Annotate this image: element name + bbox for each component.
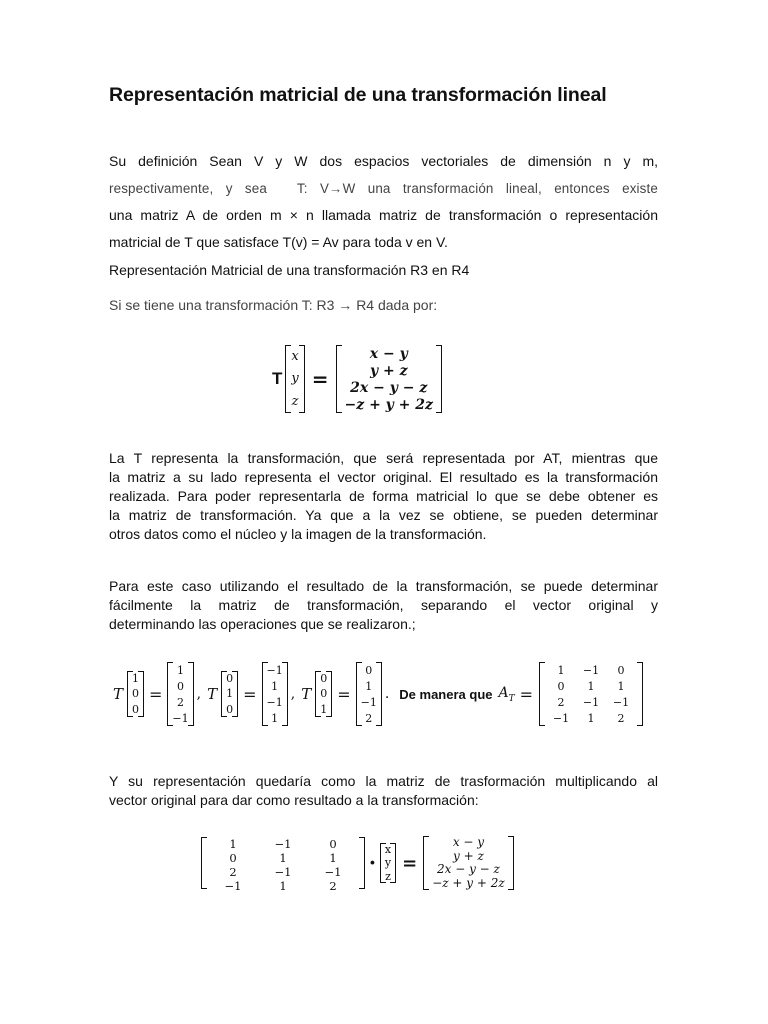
matrix-entry: 2 (229, 865, 237, 879)
matrix (538, 662, 644, 726)
vector-entry: 1 (365, 679, 373, 693)
paragraph1-line: realizada. Para poder representarla de forma matricial lo que se debe obtener es (109, 488, 658, 504)
equation-matrix-product (200, 835, 515, 893)
vector-entry: 1 (320, 702, 328, 716)
vector-entry: z (385, 869, 391, 883)
matrix-entry: −1 (582, 695, 600, 709)
matrix-entry: −1 (612, 695, 630, 709)
vector-entry: 0 (226, 672, 234, 686)
matrix-entry: 0 (557, 679, 565, 693)
vector-entry: 1 (226, 687, 234, 701)
vector-entry: 2x − y − z (350, 379, 428, 396)
at-subscript: T (508, 693, 515, 704)
matrix-entry: −1 (582, 663, 600, 677)
eq2-t-symbol: T (301, 685, 312, 703)
paragraph1-line: La T representa la transformación, que será representada por AT, mientras que (109, 450, 658, 466)
matrix-entry: 1 (279, 851, 287, 865)
vector-column (132, 671, 139, 717)
eq2-equals: = (149, 684, 163, 704)
explanation-paragraph (109, 449, 658, 544)
vector-entry: −z + y + 2z (432, 875, 505, 890)
paragraph2-line: Para este caso utilizando el resultado de la transformación, se puede determinar (109, 578, 658, 594)
vector-entry: 1 (271, 679, 279, 693)
column-vector (261, 662, 289, 726)
matrix-entry: −1 (274, 865, 292, 879)
column-vector (379, 843, 397, 883)
column-vector (126, 671, 145, 717)
vector-entry: −1 (172, 711, 189, 725)
definition-paragraph (109, 148, 658, 256)
eq3-equals: = (402, 852, 418, 874)
vector-entry: −1 (266, 695, 283, 709)
method-paragraph (109, 577, 658, 634)
vector-column (385, 843, 391, 883)
matrix-row (546, 696, 636, 709)
definition-line-3: una matriz A de orden m × n llamada matriz de transformación o representación (109, 207, 658, 223)
paragraph1-line: la matriz de transformación. Ya que a la vez se obtiene, se pueden determinar (109, 507, 658, 523)
given-text: Si se tiene una transformación T: R3 → R4 dada por: (109, 297, 438, 313)
vector-column (320, 671, 327, 717)
matrix-entry: 0 (329, 837, 337, 851)
definition-line-2 (109, 175, 658, 202)
eq2-connector: De manera que (399, 686, 493, 702)
matrix-row (546, 664, 636, 677)
at-label: A (498, 684, 509, 701)
column-vector (355, 662, 383, 726)
matrix-entry: −1 (224, 879, 242, 893)
vector-entry: 0 (365, 663, 373, 677)
paragraph1-line: la matriz a su lado representa el vector original. El resultado es la transformación (109, 469, 658, 485)
vector-column (267, 662, 283, 726)
eq2-equals: = (243, 684, 257, 704)
vector-entry: x − y (452, 835, 485, 850)
eq2-separator: . (384, 686, 390, 702)
vector-entry: y (291, 371, 299, 387)
vector-entry: 0 (132, 702, 140, 716)
vector-column (361, 662, 377, 726)
definition-line-1: Su definición Sean V y W dos espacios vectoriales de dimensión n y m, (109, 153, 658, 169)
vector-entry: 0 (132, 687, 140, 701)
vector-column (226, 671, 233, 717)
matrix-entry: 1 (279, 879, 287, 893)
paragraph3-line: Y su representación quedaría como la matriz de trasformación multiplicando al (109, 773, 658, 789)
matrix-entry: −1 (324, 865, 342, 879)
vector-entry: y + z (453, 848, 484, 863)
matrix-entry: 1 (329, 851, 337, 865)
vector-entry: −1 (360, 695, 377, 709)
eq1-t-symbol: T (272, 369, 283, 388)
vector-entry: 0 (320, 687, 328, 701)
matrix-rows (546, 662, 636, 726)
vector-entry: −1 (266, 663, 283, 677)
matrix-row (208, 865, 358, 879)
paragraph3-line: vector original para dar como resultado a la transformación: (109, 792, 479, 808)
eq3-output-vector (422, 836, 514, 890)
definition-line-2a: respectivamente, y sea (109, 181, 267, 196)
vector-entry: y (384, 856, 392, 870)
page-title: Representación matricial de una transformación lineal (109, 84, 607, 106)
matrix-row (208, 879, 358, 893)
section-heading: Representación Matricial de una transformación R3 en R4 (109, 262, 470, 278)
matrix-entry: 2 (329, 879, 337, 893)
eq1-equals: = (311, 367, 329, 391)
vector-entry: −z + y + 2z (344, 396, 433, 413)
vector-entry: x − y (369, 345, 408, 362)
eq3-times: ∙ (369, 855, 376, 871)
eq1-output-vector (335, 345, 443, 413)
eq2-equals: = (337, 684, 351, 704)
vector-entry: 0 (320, 672, 328, 686)
matrix-entry: 1 (587, 679, 595, 693)
column-vector (220, 671, 239, 717)
eq1-input-vector (284, 345, 305, 413)
matrix-entry: 2 (617, 711, 625, 725)
vector-entry: 1 (177, 663, 185, 677)
vector-entry: 1 (132, 672, 140, 686)
vector-column (172, 662, 188, 726)
matrix-entry: 1 (587, 711, 595, 725)
vector-column (432, 836, 504, 890)
vector-entry: x (291, 348, 299, 364)
matrix-entry: 2 (557, 695, 565, 709)
vector-entry: 2x − y − z (436, 862, 500, 877)
vector-entry: 0 (226, 702, 234, 716)
eq2-at-symbol (498, 685, 514, 704)
vector-entry: y + z (369, 362, 408, 379)
column-vector (166, 662, 194, 726)
matrix-entry: −1 (274, 837, 292, 851)
paragraph2-line: determinando las operaciones que se realizaron.; (109, 616, 416, 632)
matrix-entry: 0 (229, 851, 237, 865)
eq2-separator: , (290, 686, 296, 702)
eq2-at-equals: = (519, 684, 534, 704)
matrix-row (546, 712, 636, 725)
equation-basis-images (113, 661, 644, 727)
eq2-t-symbol: T (113, 685, 124, 703)
matrix-entry: 1 (229, 837, 237, 851)
vector-entry: 2 (365, 711, 373, 725)
matrix-entry: 1 (617, 679, 625, 693)
eq2-t-symbol: T (207, 685, 218, 703)
equation-transformation-definition (272, 345, 443, 413)
matrix-row (208, 851, 358, 865)
result-paragraph (109, 772, 658, 810)
matrix (200, 837, 366, 893)
eq2-separator: , (196, 686, 202, 702)
vector-entry: 1 (271, 711, 279, 725)
paragraph2-line: fácilmente la matriz de transformación, separando el vector original y (109, 597, 658, 613)
matrix-row (208, 837, 358, 851)
vector-entry: z (291, 394, 299, 410)
column-vector (314, 671, 333, 717)
definition-line-2b: T: V→W una transformación lineal, entonces existe (296, 181, 658, 196)
definition-line-4: matricial de T que satisface T(v) = Av para toda v en V. (109, 234, 448, 250)
vector-entry: 0 (177, 679, 185, 693)
matrix-entry: −1 (552, 711, 570, 725)
matrix-rows (208, 837, 358, 893)
paragraph1-line: otros datos como el núcleo y la imagen de la transformación. (109, 526, 487, 542)
matrix-entry: 0 (617, 663, 625, 677)
matrix-entry: 1 (557, 663, 565, 677)
vector-entry: x (384, 843, 392, 857)
matrix-row (546, 680, 636, 693)
vector-entry: 2 (177, 695, 185, 709)
